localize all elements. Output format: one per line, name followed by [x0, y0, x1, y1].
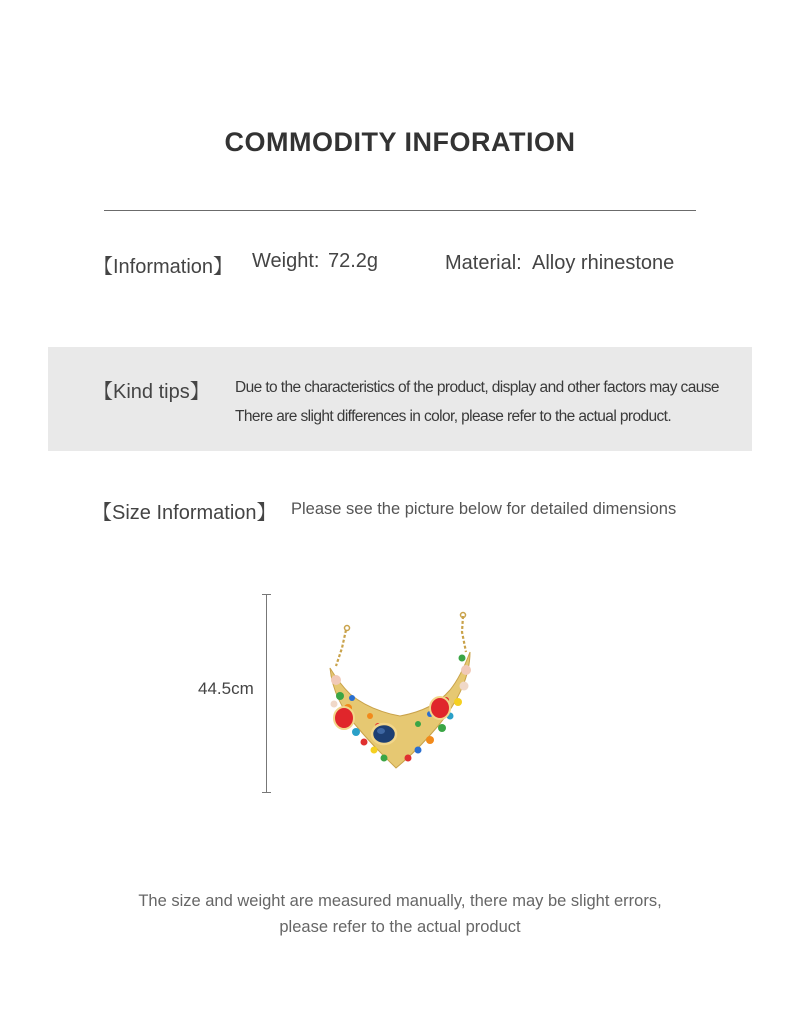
kind-tips-label: 【Kind tips】 — [93, 381, 210, 403]
information-row — [0, 250, 800, 280]
dimension-label: 44.5cm — [198, 679, 254, 698]
information-label: 【Information】 — [93, 256, 234, 278]
footnote-line-2: please refer to the actual product — [279, 918, 521, 936]
dimension-line — [266, 594, 267, 792]
kind-tips-line-2: There are slight differences in color, please refer to the actual product. — [235, 408, 672, 425]
page-title: COMMODITY INFORATION — [224, 127, 576, 157]
size-information-label: 【Size Information】 — [92, 502, 277, 524]
necklace-image — [318, 608, 478, 778]
title-divider — [104, 210, 696, 211]
kind-tips-panel — [48, 347, 752, 451]
dimension-cap-bottom — [262, 792, 271, 793]
kind-tips-line-1: Due to the characteristics of the product, display and other factors may cause — [235, 379, 719, 396]
weight-label: Weight: — [252, 250, 320, 272]
material-label: Material: — [445, 252, 522, 274]
weight-value: 72.2g — [328, 250, 379, 272]
material-value: Alloy rhinestone — [532, 252, 675, 274]
size-information-description: Please see the picture below for detailed dimensions — [291, 500, 677, 518]
footnote-line-1: The size and weight are measured manually, there may be slight errors, — [138, 892, 662, 910]
size-information-row — [0, 496, 800, 526]
